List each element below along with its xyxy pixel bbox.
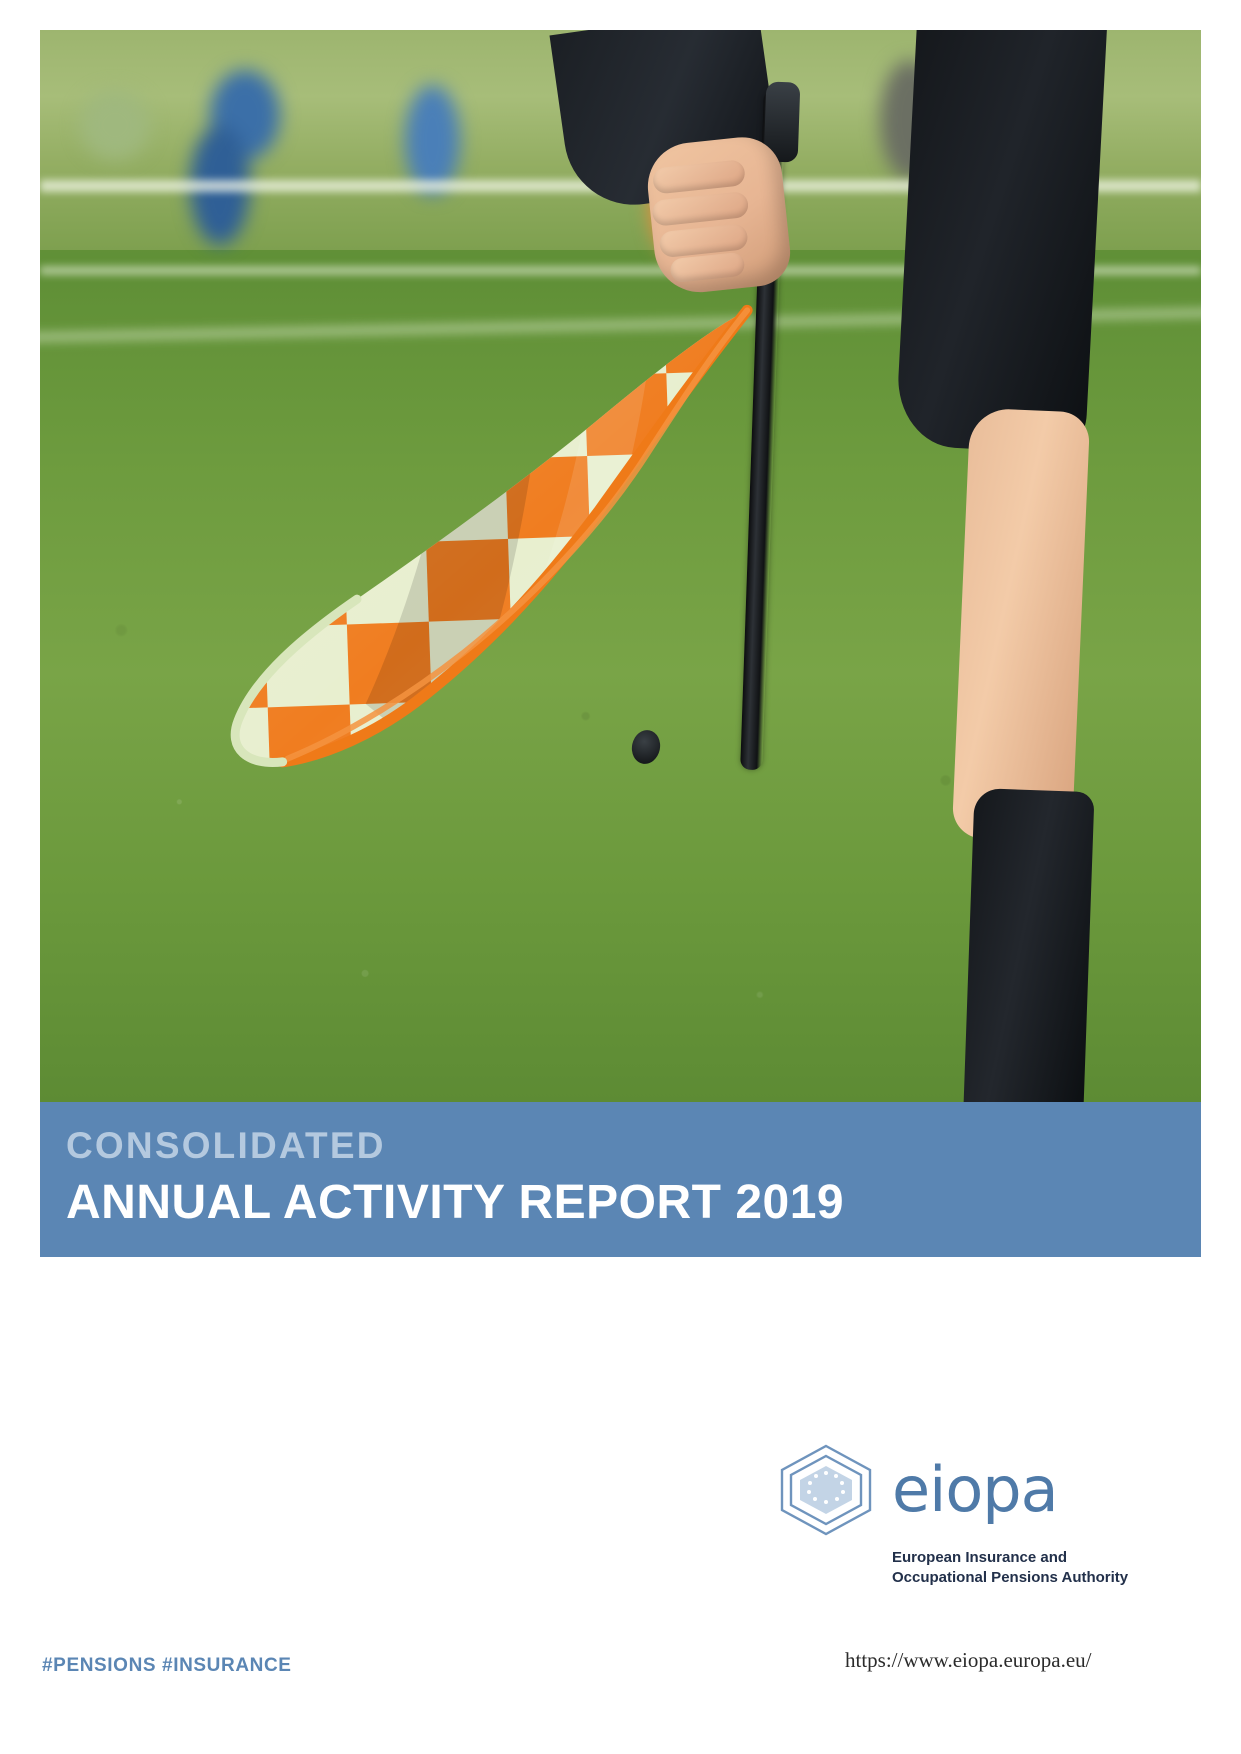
eiopa-logo-block — [770, 1440, 1130, 1589]
referee-sock — [963, 788, 1094, 1102]
logo-subtitle — [892, 1548, 1128, 1589]
logo-row — [770, 1440, 1058, 1540]
logo-subtitle-line2: Occupational Pensions Authority — [892, 1569, 1129, 1587]
eiopa-wordmark: eiopa — [892, 1453, 1058, 1526]
footer-hashtags: #PENSIONS #INSURANCE — [42, 1655, 292, 1676]
referee-leg — [952, 408, 1091, 843]
referee-hand — [644, 133, 794, 296]
eiopa-hexagon-eu-stars-logo-icon — [770, 1440, 882, 1540]
finger — [669, 252, 745, 284]
checkered-corner-flag — [172, 290, 778, 790]
report-title: ANNUAL ACTIVITY REPORT 2019 — [66, 1175, 845, 1229]
cover-photo — [40, 30, 1201, 1102]
finger — [652, 159, 746, 194]
title-banner — [40, 1102, 1201, 1257]
referee-shorts — [895, 30, 1107, 455]
report-kicker: CONSOLIDATED — [66, 1125, 386, 1166]
logo-subtitle-line1: European Insurance and — [892, 1549, 1068, 1566]
footer-url[interactable]: https://www.eiopa.europa.eu/ — [845, 1648, 1092, 1672]
finger — [651, 191, 749, 227]
